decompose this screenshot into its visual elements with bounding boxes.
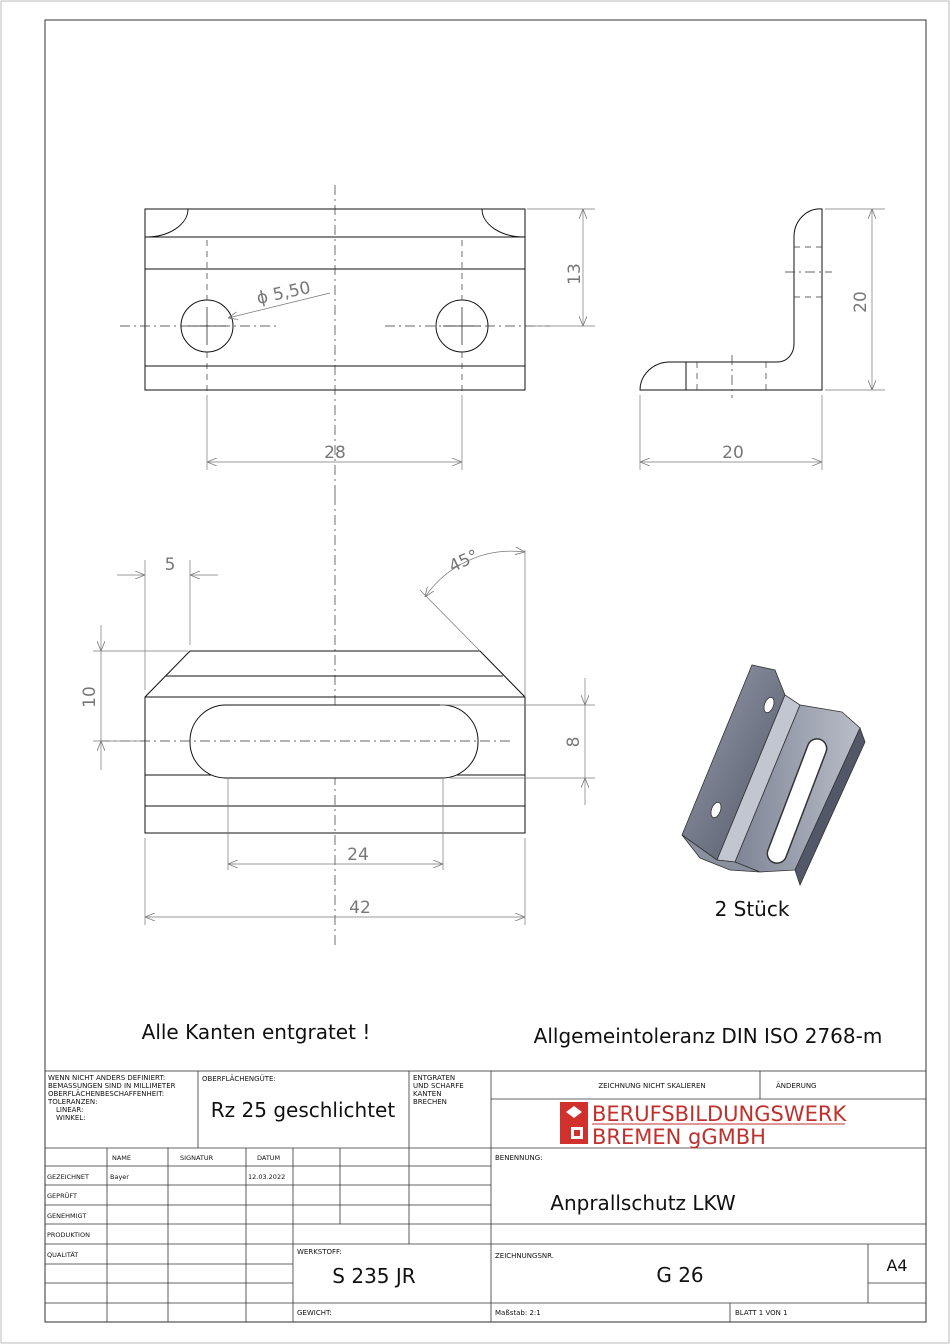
designation-label: BENENNUNG: [495, 1154, 543, 1162]
top-view-hidden-lines [207, 240, 462, 395]
revision-label: ÄNDERUNG [776, 1082, 817, 1090]
svg-text:LINEAR:: LINEAR: [56, 1106, 84, 1114]
company-name-line1: BERUFSBILDUNGSWERK [592, 1102, 847, 1126]
hole-diameter-label: ϕ 5,50 [254, 277, 313, 309]
svg-text:WENN NICHT ANDERS DEFINIERT:: WENN NICHT ANDERS DEFINIERT: [48, 1074, 166, 1082]
dimension-20-height: 20 [851, 291, 871, 313]
dimension-13: 13 [565, 263, 585, 285]
svg-text:KANTEN: KANTEN [413, 1090, 442, 1098]
side-view-dimension-lines [640, 209, 885, 470]
row-role: GEPRÜFT [47, 1192, 77, 1200]
col-signature: SIGNATUR [180, 1154, 214, 1162]
material-value: S 235 JR [332, 1264, 416, 1288]
svg-text:WINKEL:: WINKEL: [56, 1114, 86, 1122]
weight-label: GEWICHT: [297, 1309, 332, 1317]
no-scale-note: ZEICHNUNG NICHT SKALIEREN [598, 1082, 706, 1090]
dimension-45-deg: 45° [446, 546, 482, 577]
company-logo-icon [560, 1102, 588, 1144]
dimension-42: 42 [349, 898, 371, 918]
defaults-text [47, 1074, 176, 1122]
row-name: Bayer [110, 1173, 129, 1181]
edges-note: Alle Kanten entgratet ! [141, 1020, 371, 1044]
row-role: PRODUKTION [47, 1231, 90, 1239]
surface-value: Rz 25 geschlichtet [210, 1098, 396, 1122]
sheet-format: A4 [886, 1256, 908, 1275]
scale-label: Maßstab: 2:1 [495, 1309, 541, 1317]
dimension-8: 8 [564, 736, 584, 748]
dimension-5: 5 [164, 555, 176, 575]
material-label: WERKSTOFF: [297, 1248, 342, 1256]
svg-text:TOLERANZEN:: TOLERANZEN: [48, 1098, 98, 1106]
sheet-count: BLATT 1 VON 1 [735, 1309, 788, 1317]
svg-text:BRECHEN: BRECHEN [413, 1098, 447, 1106]
row-role: QUALITÄT [47, 1251, 79, 1259]
dimension-24: 24 [347, 845, 369, 865]
side-view-centerlines [732, 272, 832, 398]
quantity-label: 2 Stück [714, 897, 790, 921]
row-date: 12.03.2022 [248, 1173, 286, 1181]
company-name-line2: BREMEN gGMBH [592, 1125, 766, 1149]
row-role: GENEHMIGT [47, 1212, 87, 1220]
drawing-no-value: G 26 [656, 1263, 704, 1287]
side-view-hidden-lines [697, 247, 822, 390]
isometric-view [682, 665, 865, 885]
col-name: NAME [112, 1154, 132, 1162]
row-role: GEZEICHNET [47, 1173, 89, 1181]
svg-text:BEMASSUNGEN SIND IN MILLIMETER: BEMASSUNGEN SIND IN MILLIMETER [48, 1082, 176, 1090]
side-view [640, 209, 822, 390]
dimension-20-width: 20 [722, 443, 744, 463]
outer-border [1, 1, 949, 1343]
svg-text:ENTGRATEN: ENTGRATEN [413, 1074, 456, 1082]
top-view-dimension-lines [207, 209, 595, 470]
svg-text:OBERFLÄCHENBESCHAFFENHEIT:: OBERFLÄCHENBESCHAFFENHEIT: [48, 1090, 165, 1098]
deburr-text [413, 1074, 464, 1106]
drawing-frame [45, 20, 926, 1322]
svg-text:UND SCHARFE: UND SCHARFE [413, 1082, 464, 1090]
slot [190, 705, 478, 778]
dimension-10: 10 [80, 686, 100, 708]
surface-label: OBERFLÄCHENGÜTE: [202, 1075, 276, 1083]
dimension-28: 28 [324, 443, 346, 463]
col-date: DATUM [257, 1154, 281, 1162]
general-tolerance-note: Allgemeintoleranz DIN ISO 2768-m [533, 1024, 883, 1048]
designation-value: Anprallschutz LKW [550, 1191, 736, 1215]
drawing-no-label: ZEICHNUNGSNR. [495, 1252, 554, 1260]
top-view-centerlines [120, 185, 550, 945]
